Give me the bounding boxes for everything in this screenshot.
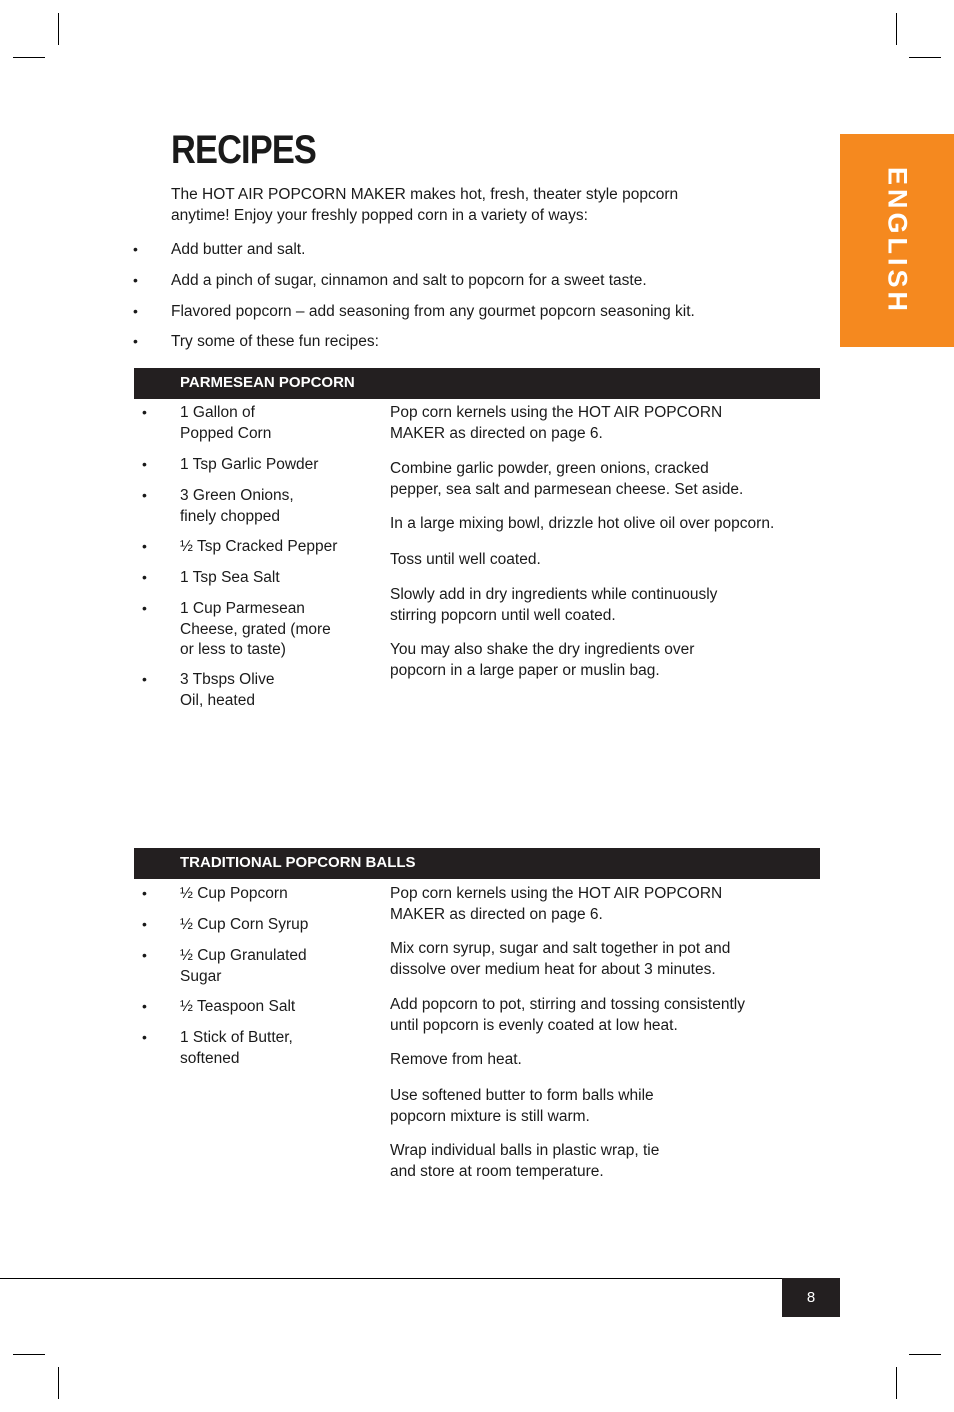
step-line: Toss until well coated. (390, 551, 541, 568)
ingredient-item (180, 455, 360, 476)
ingredient-item (180, 946, 360, 987)
ingredient-item (180, 670, 360, 711)
ingredient-item (180, 1028, 360, 1069)
bullet: • (142, 600, 147, 616)
crop-mark (58, 13, 59, 45)
ways-item-text: Try some of these fun recipes: (171, 333, 379, 350)
page-title: RECIPES (171, 128, 317, 172)
ingredient-item (180, 403, 360, 444)
ingredient-line: ½ Tsp Cracked Pepper (180, 538, 338, 555)
intro-line: The HOT AIR POPCORN MAKER makes hot, fresh, theater style popcorn (171, 186, 679, 203)
recipe-step (390, 1050, 810, 1071)
recipe-title: PARMESEAN POPCORN (180, 374, 355, 391)
bullet: • (142, 569, 147, 585)
step-line: In a large mixing bowl, drizzle hot olive oil over popcorn. (390, 515, 775, 532)
recipe-step (390, 514, 810, 535)
step-line: Remove from heat. (390, 1051, 522, 1068)
bullet: • (142, 404, 147, 420)
ingredient-item (180, 884, 360, 905)
bullet: • (133, 272, 138, 288)
ingredient-line: 1 Gallon of (180, 404, 255, 421)
step-line: Slowly add in dry ingredients while continuously (390, 586, 718, 603)
crop-mark (896, 13, 897, 45)
recipe-step (390, 1086, 810, 1127)
page-number-text: 8 (806, 1289, 816, 1306)
recipe-step (390, 939, 810, 980)
ingredient-line: finely chopped (180, 507, 280, 525)
recipe-header (134, 368, 820, 399)
crop-mark (58, 1367, 59, 1399)
ingredient-line: 1 Stick of Butter, (180, 1029, 293, 1046)
crop-mark (896, 1367, 897, 1399)
step-line: pepper, sea salt and parmesean cheese. Set aside. (390, 480, 744, 498)
step-line: MAKER as directed on page 6. (390, 905, 603, 923)
footer-rule (0, 1278, 840, 1279)
recipe-step (390, 459, 810, 500)
step-line: Wrap individual balls in plastic wrap, tie (390, 1142, 660, 1159)
step-line: MAKER as directed on page 6. (390, 424, 603, 442)
ingredient-item (180, 568, 360, 589)
step-line: and store at room temperature. (390, 1162, 604, 1180)
ways-item-text: Add a pinch of sugar, cinnamon and salt to popcorn for a sweet taste. (171, 272, 647, 289)
language-tab-label: ENGLISH (882, 166, 913, 315)
ingredient-item (180, 915, 360, 936)
ingredient-item (180, 599, 360, 661)
bullet: • (142, 998, 147, 1014)
ingredient-line: 3 Green Onions, (180, 487, 294, 504)
recipe-header (134, 848, 820, 879)
ingredient-line: 1 Cup Parmesean (180, 600, 305, 617)
ingredient-item (180, 997, 360, 1018)
step-line: popcorn in a large paper or muslin bag. (390, 661, 660, 679)
crop-mark (13, 57, 45, 58)
crop-mark (909, 57, 941, 58)
ingredient-line: 3 Tbsps Olive (180, 671, 275, 688)
page-number (782, 1278, 840, 1317)
ingredient-item (180, 486, 360, 527)
ingredient-line: Sugar (180, 967, 222, 985)
ingredient-line: 1 Tsp Garlic Powder (180, 456, 319, 473)
step-line: dissolve over medium heat for about 3 minutes. (390, 960, 716, 978)
bullet: • (142, 456, 147, 472)
step-line: You may also shake the dry ingredients over (390, 641, 695, 658)
step-line: Pop corn kernels using the HOT AIR POPCORN (390, 404, 723, 421)
step-line: Mix corn syrup, sugar and salt together in pot and (390, 940, 731, 957)
bullet: • (142, 885, 147, 901)
ways-item-text: Add butter and salt. (171, 241, 306, 258)
ingredient-line: Popped Corn (180, 424, 272, 442)
bullet: • (142, 538, 147, 554)
recipe-step (390, 585, 810, 626)
ingredient-line: softened (180, 1049, 240, 1067)
step-line: Add popcorn to pot, stirring and tossing consistently (390, 996, 745, 1013)
step-line: stirring popcorn until well coated. (390, 606, 616, 624)
intro-paragraph (171, 185, 731, 226)
step-line: until popcorn is evenly coated at low heat. (390, 1016, 678, 1034)
bullet: • (133, 333, 138, 349)
crop-mark (13, 1354, 45, 1355)
bullet: • (142, 947, 147, 963)
step-line: Pop corn kernels using the HOT AIR POPCORN (390, 885, 723, 902)
language-tab (840, 134, 954, 347)
bullet: • (142, 1029, 147, 1045)
ingredient-item (180, 537, 360, 558)
intro-line: anytime! Enjoy your freshly popped corn in a variety of ways: (171, 206, 588, 224)
bullet: • (142, 916, 147, 932)
crop-mark (909, 1354, 941, 1355)
recipe-step (390, 550, 810, 571)
bullet: • (133, 303, 138, 319)
step-line: popcorn mixture is still warm. (390, 1107, 590, 1125)
ingredient-line: ½ Cup Granulated (180, 947, 307, 964)
ingredient-line: Oil, heated (180, 691, 255, 709)
recipe-step (390, 403, 810, 444)
recipe-step (390, 640, 810, 681)
ingredient-line: ½ Cup Popcorn (180, 885, 288, 902)
ingredient-line: Cheese, grated (more (180, 620, 331, 638)
recipe-step (390, 884, 810, 925)
bullet: • (142, 487, 147, 503)
recipe-step (390, 1141, 810, 1182)
step-line: Use softened butter to form balls while (390, 1087, 654, 1104)
recipe-step (390, 995, 810, 1036)
ingredient-line: ½ Cup Corn Syrup (180, 916, 309, 933)
bullet: • (142, 671, 147, 687)
ways-item-text: Flavored popcorn – add seasoning from any gourmet popcorn seasoning kit. (171, 303, 695, 320)
ingredient-line: 1 Tsp Sea Salt (180, 569, 280, 586)
ingredient-line: ½ Teaspoon Salt (180, 998, 296, 1015)
recipe-title: TRADITIONAL POPCORN BALLS (180, 854, 416, 871)
bullet: • (133, 241, 138, 257)
ingredient-line: or less to taste) (180, 641, 286, 658)
step-line: Combine garlic powder, green onions, cracked (390, 460, 709, 477)
